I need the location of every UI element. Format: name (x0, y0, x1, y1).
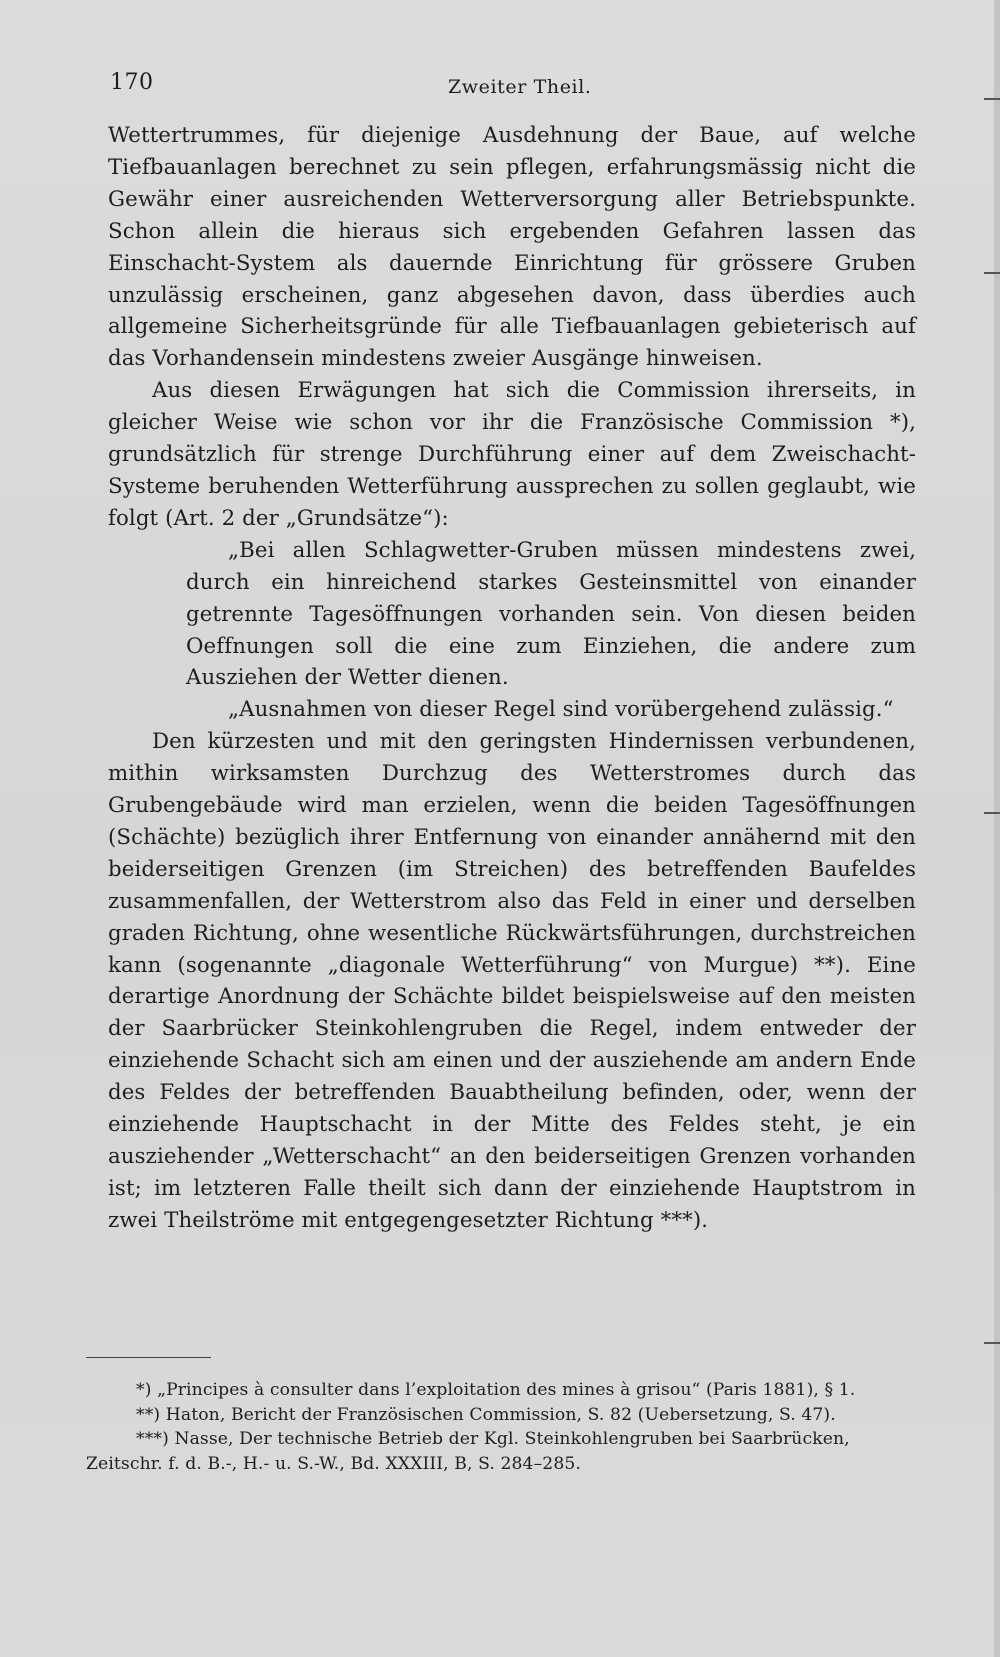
footnote: ***) Nasse, Der technische Betrieb der Kgl. Steinkohlengruben bei Saarbrücken, (136, 1429, 850, 1450)
margin-tick (984, 812, 1000, 814)
footnotes (86, 1378, 906, 1476)
running-title: Zweiter Theil. (448, 76, 592, 98)
quoted-rule-exception: „Ausnahmen von dieser Regel sind vorübergehend zulässig.“ (228, 697, 894, 723)
paragraph: Aus diesen Erwägungen hat sich die Commission ihrerseits, in gleicher Weise wie schon vor ihr die Französische Commission *), grundsätzlich für strenge Durchführung einer auf dem Zweischacht-Systeme beruhenden Wetterführung aussprechen zu sollen geglaubt, wie folgt (Art. 2 der „Grundsätze“): (108, 378, 916, 531)
margin-tick (984, 1342, 1000, 1344)
page-number: 170 (110, 70, 154, 95)
margin-tick (984, 98, 1000, 100)
body-text (108, 120, 916, 1237)
quoted-rule: „Bei allen Schlagwetter-Gruben müssen mindestens zwei, durch ein hinreichend starkes Gesteinsmittel von einander getrennte Tagesöffnungen vorhanden sein. Von diesen beiden Oeffnungen soll die eine zum Einziehen, die andere zum Ausziehen der Wetter dienen. (186, 537, 916, 691)
margin-tick (984, 272, 1000, 274)
page-edge-shadow (994, 0, 1000, 1657)
page-header (110, 70, 940, 110)
paragraph: Wettertrummes, für diejenige Ausdehnung der Baue, auf welche Tiefbauanlagen berechnet zu sein pflegen, erfahrungsmässig nicht die Gewähr einer ausreichenden Wetterversorgung aller Betriebspunkte. Schon allein die hieraus sich ergebenden Gefahren lassen das Einschacht-System als dauernde Einrichtung für grössere Gruben unzulässig erscheinen, ganz abgesehen davon, dass überdies auch allgemeine Sicherheitsgründe für alle Tiefbauanlagen gebieterisch auf das Vorhandensein mindestens zweier Ausgänge hinweisen. (108, 123, 916, 372)
footnote: *) „Principes à consulter dans l’exploitation des mines à grisou“ (Paris 1881), § 1. (136, 1380, 856, 1400)
footnote-continuation: Zeitschr. f. d. B.-, H.- u. S.-W., Bd. XXXIII, B, S. 284–285. (86, 1453, 581, 1474)
footnote: **) Haton, Bericht der Französischen Commission, S. 82 (Uebersetzung, S. 47). (136, 1404, 836, 1425)
paragraph: Den kürzesten und mit den geringsten Hindernissen verbundenen, mithin wirksamsten Durchzug des Wetterstromes durch das Grubengebäude wird man erzielen, wenn die beiden Tagesöffnungen (Schächte) bezüglich ihrer Entfernung von einander annähernd mit den beiderseitigen Grenzen (im Streichen) des betreffenden Baufeldes zusammenfallen, der Wetterstrom also das Feld in einer und derselben graden Richtung, ohne wesentliche Rückwärtsführungen, durchstreichen kann (sogenannte „diagonale Wetterführung“ von Murgue) **). Eine derartige Anordnung der Schächte bildet beispielsweise auf den meisten der Saarbrücker Steinkohlengruben die Regel, indem entweder der einziehende Schacht sich am einen und der ausziehende am andern Ende des Feldes der betreffenden Bauabtheilung befinden, oder, wenn der einziehende Hauptschacht in der Mitte des Feldes steht, je ein ausziehender „Wetterschacht“ an den beiderseitigen Grenzen vorhanden ist; im letzteren Falle theilt sich dann der einziehende Hauptstrom in zwei Theilströme mit entgegengesetzter Richtung ***). (108, 729, 916, 1233)
footnote-divider (86, 1357, 211, 1358)
